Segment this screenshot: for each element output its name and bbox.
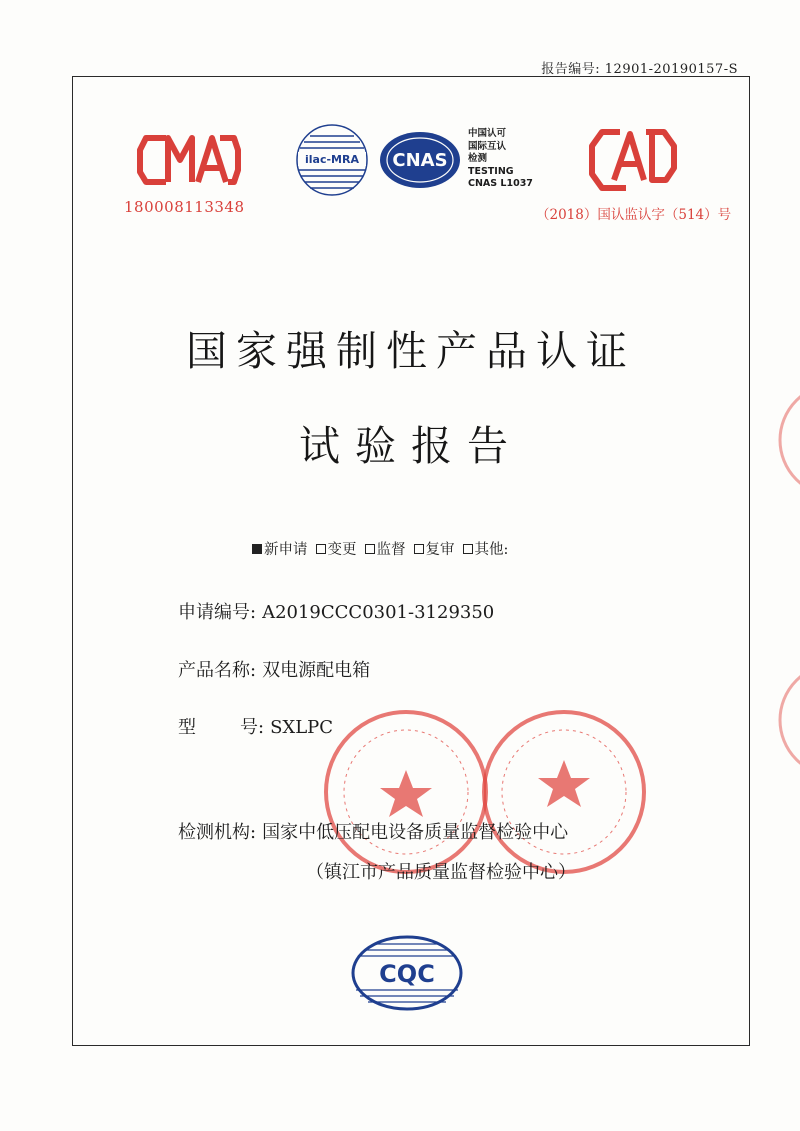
report-title: 国家强制性产品认证 bbox=[186, 327, 636, 375]
product-name-field bbox=[178, 656, 370, 682]
red-seal-stamp-icon bbox=[478, 706, 650, 878]
option-label: 其他: bbox=[474, 542, 509, 558]
cnas-line: 国际互认 bbox=[468, 140, 507, 152]
report-subtitle: 试验报告 bbox=[299, 422, 523, 470]
option-new-application[interactable] bbox=[252, 538, 308, 559]
cqc-logo-icon bbox=[350, 934, 464, 1012]
partial-seal-edge-icon bbox=[776, 380, 800, 500]
application-number-field bbox=[178, 598, 494, 624]
option-label: 变更 bbox=[327, 542, 357, 558]
red-seal-stamp-icon bbox=[320, 706, 492, 878]
al-logo-icon bbox=[586, 124, 678, 196]
option-supervision[interactable] bbox=[365, 538, 406, 559]
checkbox-icon[interactable] bbox=[316, 544, 326, 554]
application-type-options bbox=[252, 538, 516, 559]
cnas-line: 中国认可 bbox=[468, 128, 507, 139]
svg-text:CNAS: CNAS bbox=[392, 150, 448, 171]
cnas-caption bbox=[468, 128, 533, 191]
field-label: 号: bbox=[240, 717, 265, 738]
svg-text:ilac-MRA: ilac-MRA bbox=[305, 153, 359, 166]
model-value: SXLPC bbox=[270, 717, 334, 738]
partial-seal-edge-icon bbox=[776, 660, 800, 780]
option-other[interactable] bbox=[463, 538, 509, 559]
cnas-line: CNAS L1037 bbox=[468, 178, 533, 189]
model-field bbox=[178, 713, 333, 739]
cnas-line: 检测 bbox=[468, 153, 488, 164]
al-accreditation-no: （2018）国认监认字（514）号 bbox=[536, 207, 732, 223]
field-label: 型 bbox=[178, 717, 196, 738]
option-label: 新申请 bbox=[264, 542, 308, 558]
option-label: 监督 bbox=[376, 542, 406, 558]
cnas-line: TESTING bbox=[468, 165, 514, 177]
checkbox-icon[interactable] bbox=[414, 544, 424, 554]
testing-organization-value: 国家中低压配电设备质量监督检验中心 bbox=[262, 822, 569, 843]
checkbox-icon[interactable] bbox=[365, 544, 375, 554]
checkbox-checked-icon[interactable] bbox=[252, 544, 262, 554]
option-label: 复审 bbox=[425, 542, 455, 558]
testing-organization-alt: （镇江市产品质量监督检验中心） bbox=[306, 862, 576, 883]
field-label: 检测机构: bbox=[178, 822, 257, 843]
field-label: 申请编号: bbox=[178, 602, 257, 623]
cnas-logo-icon bbox=[378, 130, 462, 190]
report-number: 报告编号: 12901-20190157-S bbox=[541, 62, 738, 77]
option-review[interactable] bbox=[414, 538, 455, 559]
cma-logo-icon bbox=[136, 128, 242, 192]
application-number-value: A2019CCC0301-3129350 bbox=[262, 602, 495, 623]
testing-organization-field bbox=[178, 818, 568, 844]
cma-phone: 180008113348 bbox=[124, 198, 245, 216]
product-name-value: 双电源配电箱 bbox=[262, 660, 371, 681]
checkbox-icon[interactable] bbox=[463, 544, 473, 554]
svg-text:CQC: CQC bbox=[379, 960, 435, 988]
option-change[interactable] bbox=[316, 538, 357, 559]
ilac-mra-logo-icon bbox=[294, 122, 370, 198]
field-label: 产品名称: bbox=[178, 660, 257, 681]
